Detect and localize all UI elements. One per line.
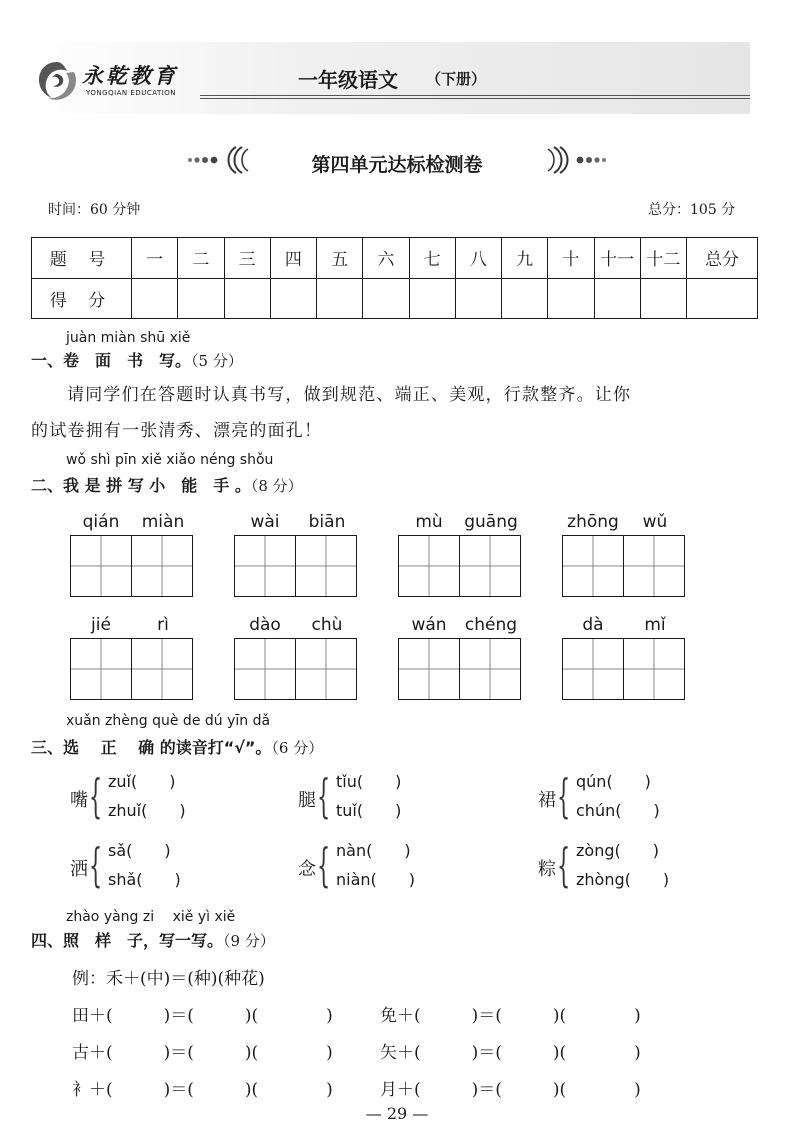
section-4-heading bbox=[31, 928, 275, 951]
pinyin-label: guāng bbox=[464, 512, 518, 532]
table-cell: 得 分 bbox=[32, 278, 132, 319]
score-cell[interactable] bbox=[132, 278, 178, 319]
table-cell: 八 bbox=[455, 238, 501, 279]
brace-icon: { bbox=[557, 769, 571, 823]
option-2[interactable]: zhòng( ) bbox=[576, 870, 670, 889]
example-line: 例：禾＋(中)＝(种)(种花) bbox=[72, 969, 265, 989]
section-1-title: 一、卷 面 书 写。 bbox=[31, 351, 192, 370]
brace-icon: { bbox=[317, 838, 331, 892]
pinyin-label: wài bbox=[250, 512, 280, 532]
section-1-score: （5 分） bbox=[191, 352, 243, 370]
section-3-score: （6 分） bbox=[271, 739, 324, 757]
pinyin-label: dào bbox=[249, 615, 281, 635]
exercise-row[interactable]: 田＋( )＝( )( ) bbox=[72, 1006, 333, 1026]
writing-box[interactable] bbox=[398, 638, 460, 700]
table-cell: 九 bbox=[502, 238, 548, 279]
table-cell: 十二 bbox=[640, 238, 686, 279]
score-cell[interactable] bbox=[270, 278, 316, 319]
score-cell[interactable] bbox=[640, 278, 686, 319]
table-cell: 二 bbox=[178, 238, 224, 279]
volume-label: （下册） bbox=[426, 70, 487, 88]
brace-icon: { bbox=[89, 769, 103, 823]
pinyin-label: biān bbox=[308, 512, 346, 532]
pinyin-label: zhōng bbox=[567, 512, 619, 532]
score-cell[interactable] bbox=[317, 278, 363, 319]
writing-box[interactable] bbox=[562, 535, 624, 597]
item-character: 裙 bbox=[538, 790, 556, 811]
time-limit: 时间：60 分钟 bbox=[48, 202, 141, 218]
exercise-row[interactable]: 免＋( )＝( )( ) bbox=[380, 1006, 641, 1026]
pinyin-label: rì bbox=[157, 615, 169, 635]
section-2-score: （8 分） bbox=[250, 477, 303, 495]
item-character: 嘴 bbox=[70, 790, 88, 811]
page-number: — 29 — bbox=[365, 1104, 429, 1123]
section-4-title: 四、照 样 子，写一写。 bbox=[31, 931, 224, 950]
pinyin-label: dà bbox=[582, 615, 604, 635]
option-1[interactable]: zuǐ( ) bbox=[108, 772, 176, 791]
option-1[interactable]: tǐu( ) bbox=[336, 772, 402, 791]
option-2[interactable]: shǎ( ) bbox=[108, 870, 181, 889]
option-1[interactable]: zòng( ) bbox=[576, 841, 659, 860]
writing-box[interactable] bbox=[623, 638, 685, 700]
section-2-heading bbox=[31, 473, 303, 496]
exam-title: 第四单元达标检测卷 bbox=[311, 154, 483, 176]
writing-box[interactable] bbox=[623, 535, 685, 597]
table-cell: 一 bbox=[132, 238, 178, 279]
writing-box[interactable] bbox=[398, 535, 460, 597]
header-rule bbox=[200, 98, 750, 99]
score-table bbox=[31, 237, 758, 319]
section-4-pinyin: zhào yàng zi xiě yì xiě bbox=[66, 909, 236, 925]
writing-box[interactable] bbox=[131, 638, 193, 700]
score-cell[interactable] bbox=[363, 278, 409, 319]
pinyin-label: jié bbox=[91, 615, 111, 635]
writing-box[interactable] bbox=[295, 638, 357, 700]
score-cell[interactable] bbox=[594, 278, 640, 319]
table-cell: 五 bbox=[317, 238, 363, 279]
table-cell: 总分 bbox=[687, 238, 758, 279]
exercise-row[interactable]: 古＋( )＝( )( ) bbox=[72, 1043, 333, 1063]
exercise-row[interactable]: 衤＋( )＝( )( ) bbox=[72, 1080, 333, 1100]
pinyin-label: chù bbox=[311, 615, 343, 635]
table-cell: 十一 bbox=[594, 238, 640, 279]
section-1-line-2: 的试卷拥有一张清秀、漂亮的面孔！ bbox=[31, 421, 323, 441]
writing-box[interactable] bbox=[70, 535, 132, 597]
score-table-score-row bbox=[32, 278, 758, 319]
item-character: 洒 bbox=[70, 859, 88, 880]
section-1-pinyin: juàn miàn shū xiě bbox=[66, 330, 191, 346]
score-cell[interactable] bbox=[687, 278, 758, 319]
writing-box[interactable] bbox=[562, 638, 624, 700]
pinyin-label: wán bbox=[411, 615, 447, 635]
writing-box[interactable] bbox=[234, 638, 296, 700]
score-cell[interactable] bbox=[409, 278, 455, 319]
table-cell: 题 号 bbox=[32, 238, 132, 279]
score-cell[interactable] bbox=[178, 278, 224, 319]
pinyin-label: qián bbox=[82, 512, 120, 532]
option-2[interactable]: chún( ) bbox=[576, 801, 660, 820]
table-cell: 七 bbox=[409, 238, 455, 279]
pinyin-label: mù bbox=[415, 512, 443, 532]
score-cell[interactable] bbox=[455, 278, 501, 319]
pinyin-label: wǔ bbox=[642, 512, 668, 532]
score-table-header-row bbox=[32, 238, 758, 279]
logo-icon bbox=[34, 58, 80, 104]
writing-box[interactable] bbox=[459, 638, 521, 700]
section-3-heading bbox=[31, 735, 323, 758]
item-character: 腿 bbox=[298, 790, 316, 811]
section-3-pinyin: xuǎn zhèng què de dú yīn dǎ bbox=[66, 713, 271, 729]
exercise-row[interactable]: 矢＋( )＝( )( ) bbox=[380, 1043, 641, 1063]
option-1[interactable]: qún( ) bbox=[576, 772, 651, 791]
option-1[interactable]: sǎ( ) bbox=[108, 841, 171, 860]
pinyin-label: mǐ bbox=[644, 615, 666, 635]
pinyin-label: miàn bbox=[141, 512, 185, 532]
header-rule bbox=[200, 95, 750, 96]
score-cell[interactable] bbox=[224, 278, 270, 319]
writing-box[interactable] bbox=[70, 638, 132, 700]
section-1-line-1: 请同学们在答题时认真书写，做到规范、端正、美观，行款整齐。让你 bbox=[67, 385, 632, 405]
total-score: 总分：105 分 bbox=[648, 202, 736, 218]
section-3-title: 三、选 正 确 的读音打“√”。 bbox=[31, 738, 272, 757]
option-2[interactable]: niàn( ) bbox=[336, 870, 416, 889]
brand-name-en: YONGQIAN EDUCATION bbox=[86, 89, 177, 97]
option-1[interactable]: nàn( ) bbox=[336, 841, 411, 860]
item-character: 念 bbox=[298, 859, 316, 880]
brace-icon: { bbox=[557, 838, 571, 892]
option-2[interactable]: zhuǐ( ) bbox=[108, 801, 186, 820]
table-cell: 十 bbox=[548, 238, 594, 279]
table-cell: 四 bbox=[270, 238, 316, 279]
brand-name: 永乾教育 bbox=[82, 63, 178, 88]
writing-box[interactable] bbox=[131, 535, 193, 597]
writing-box[interactable] bbox=[459, 535, 521, 597]
item-character: 粽 bbox=[538, 859, 556, 880]
section-1-heading bbox=[31, 348, 243, 371]
section-2-title: 二、我 是 拼 写 小 能 手 。 bbox=[31, 476, 251, 495]
option-2[interactable]: tuǐ( ) bbox=[336, 801, 402, 820]
grade-title: 一年级语文 bbox=[298, 68, 398, 92]
writing-box[interactable] bbox=[295, 535, 357, 597]
score-cell[interactable] bbox=[548, 278, 594, 319]
brace-icon: { bbox=[317, 769, 331, 823]
pinyin-label: chéng bbox=[464, 615, 518, 635]
writing-box[interactable] bbox=[234, 535, 296, 597]
section-2-pinyin: wǒ shì pīn xiě xiǎo néng shǒu bbox=[66, 452, 274, 468]
score-cell[interactable] bbox=[502, 278, 548, 319]
table-cell: 三 bbox=[224, 238, 270, 279]
table-cell: 六 bbox=[363, 238, 409, 279]
exercise-row[interactable]: 月＋( )＝( )( ) bbox=[380, 1080, 641, 1100]
brace-icon: { bbox=[89, 838, 103, 892]
section-4-score: （9 分） bbox=[223, 932, 275, 950]
